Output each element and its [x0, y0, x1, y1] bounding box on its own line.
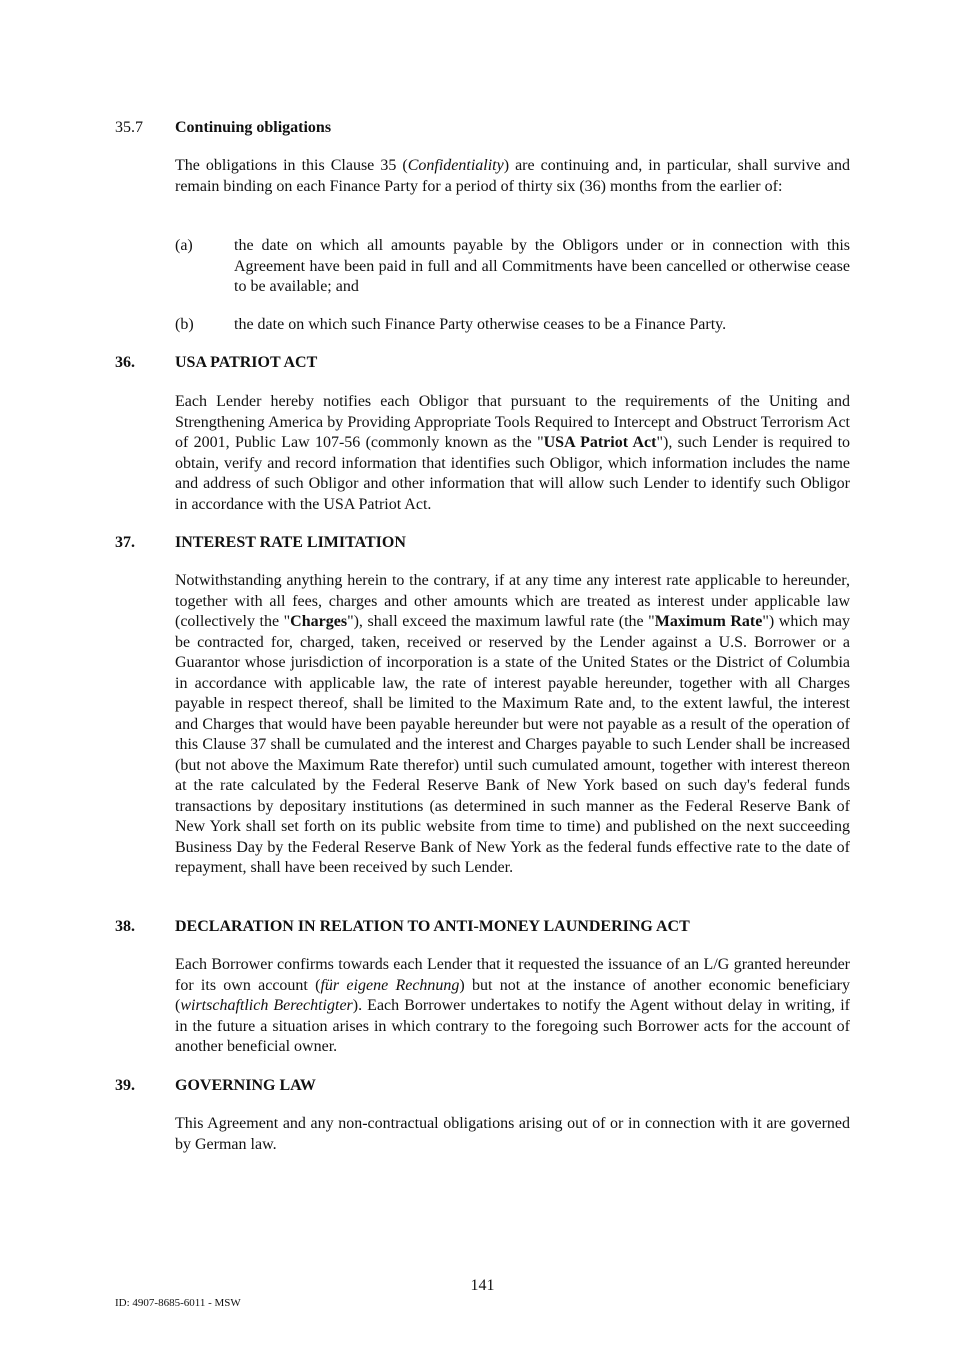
text-run: Notwithstanding anything herein to the contrary, if at any time any interest rate applicable to hereunder, together with all fees, charges and other amounts which are treated as interest under applicable law (collectively the " — [175, 572, 850, 630]
section-title: USA PATRIOT ACT — [175, 354, 318, 371]
list-item-text: the date on which such Finance Party otherwise ceases to be a Finance Party. — [234, 316, 727, 333]
text-run: ) but not at the instance of another economic beneficiary ( — [175, 976, 851, 1014]
italic-term: Confidentiality — [407, 157, 504, 174]
defined-term: Charges — [290, 613, 348, 630]
section-37-paragraph — [175, 571, 850, 879]
text-run: Each Borrower confirms towards each Lender that it requested the issuance of an L/G granted hereunder for its own account ( — [175, 956, 850, 994]
section-title: DECLARATION IN RELATION TO ANTI-MONEY LAUNDERING ACT — [175, 918, 690, 935]
list-item-text: the date on which all amounts payable by the Obligors under or in connection with this Agreement have been paid in full and all Commitments have been cancelled or otherwise cease to be available; and — [234, 237, 850, 295]
section-number: 36. — [115, 354, 135, 371]
section-35-7-intro — [175, 156, 850, 197]
page-number: 141 — [470, 1277, 495, 1294]
section-36-paragraph — [175, 392, 850, 515]
text-run: Each Lender hereby notifies each Obligor that pursuant to the requirements of the Uniting and Strengthening America by Providing Appropriate Tools Required to Intercept and Obstruct Terrorism Act of 2001, Public Law 107-56 (commonly known as the " — [175, 393, 850, 451]
list-item-label: (b) — [175, 316, 194, 333]
text-run: ") which may be contracted for, charged, taken, received or reserved by the Lender against a U.S. Borrower or a Guarantor whose jurisdiction of incorporation is a state of the United States or the District of Columbia in accordance with applicable law, the rate of interest payable hereunder, together with all Charges payable in respect thereof, shall be limited to the Maximum Rate and, to the extent lawful, the interest and Charges that would have been payable hereunder but were not payable as a result of the operation of this Clause 37 shall be cumulated and the interest and Charges payable to such Lender shall be increased (but not above the Maximum Rate therefor) until such cumulated amount, together with interest thereon at the rate calculated by the Federal Reserve Bank of New York based on such day's federal funds transactions by depositary institutions (as determined in such manner as the Federal Reserve Bank of New York shall set forth on its public website from time to time) and published on the next succeeding Business Day by the Federal Reserve Bank of New York as the federal funds effective rate to the date of repayment, shall have been received by such Lender. — [175, 613, 851, 876]
defined-term: Maximum Rate — [654, 613, 763, 630]
section-number: 38. — [115, 918, 135, 935]
defined-term: USA Patriot Act — [543, 434, 657, 451]
section-number: 37. — [115, 534, 135, 551]
list-item-label: (a) — [175, 237, 193, 254]
section-39-paragraph: This Agreement and any non-contractual obligations arising out of or in connection with it are governed by German law. — [175, 1115, 850, 1153]
italic-term: wirtschaftlich Berechtigter — [180, 997, 353, 1014]
text-run: The obligations in this Clause 35 ( — [175, 157, 408, 174]
document-id: ID: 4907-8685-6011 - MSW — [115, 1297, 241, 1309]
section-title: GOVERNING LAW — [175, 1077, 316, 1094]
section-title: Continuing obligations — [175, 119, 332, 136]
text-run: "), such Lender is required to obtain, verify and record information that identifies such Obligor, which information includes the name and address of such Obligor and other information that will allow such Lender to identify such Obligor in accordance with the USA Patriot Act. — [175, 434, 851, 513]
text-run: "), shall exceed the maximum lawful rate (the " — [347, 613, 655, 630]
section-38-paragraph — [175, 955, 850, 1058]
text-run: ). Each Borrower undertakes to notify the Agent without delay in writing, if in the future a situation arises in which contrary to the foregoing such Borrower acts for the account of another beneficial owner. — [175, 997, 851, 1055]
italic-term: für eigene Rechnung — [320, 976, 460, 994]
text-run: ) are continuing and, in particular, shall survive and remain binding on each Finance Party for a period of thirty six (36) months from the earlier of: — [175, 157, 850, 195]
section-number: 39. — [115, 1077, 135, 1094]
section-title: INTEREST RATE LIMITATION — [175, 534, 406, 551]
section-number: 35.7 — [115, 119, 143, 136]
